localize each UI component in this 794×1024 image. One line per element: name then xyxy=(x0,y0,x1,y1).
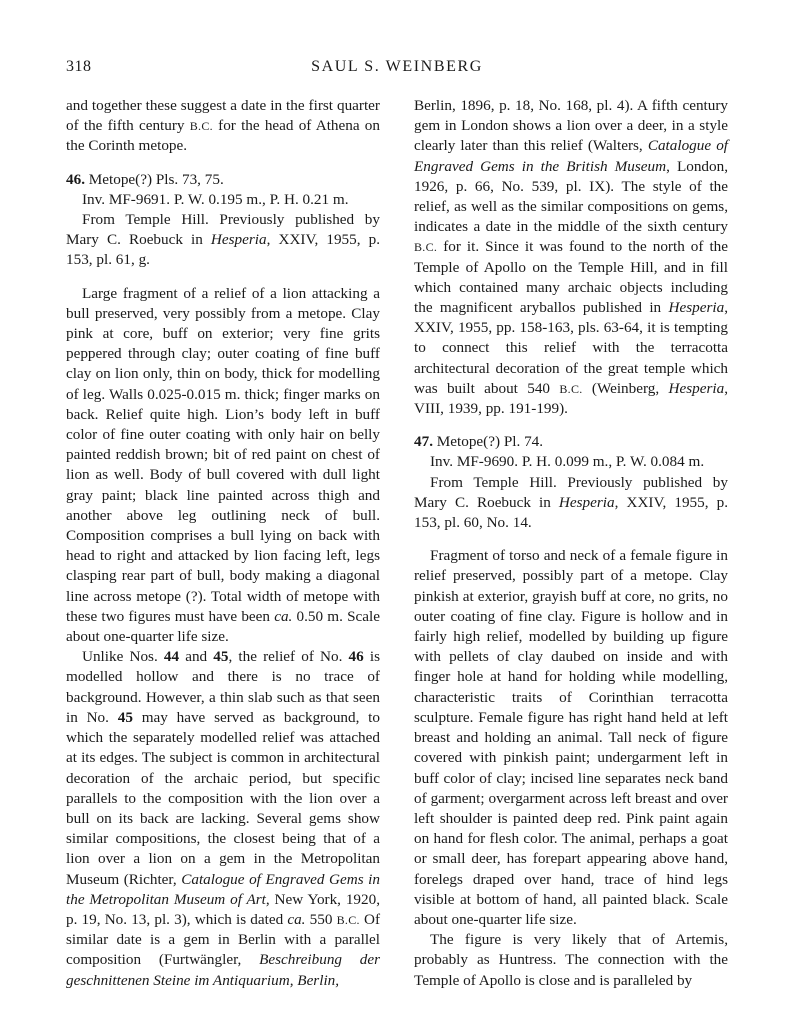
left-column xyxy=(66,96,380,991)
entry-47-discussion: The figure is very likely that of Artemis, probably as Huntress. The connection with the Temple of Apollo is close and is paralleled by xyxy=(414,931,728,989)
page-number: 318 xyxy=(66,58,92,75)
page-header xyxy=(66,58,728,82)
entry-47-inventory: Inv. MF-9690. P. H. 0.099 m., P. W. 0.084 m. xyxy=(430,453,705,471)
entry-46-description: Large fragment of a relief of a lion attacking a bull preserved, very possibly from a metope. Clay pink at core, buff on exterior; very fine grits peppered through clay; outer coating of fine buff clay on lion only, thin on body, thick for modelling of leg. Walls 0.025-0.015 m. thick; finger marks on back. Relief quite high. Lion’s body left in buff color of fine outer coating with only hair on belly painted reddish brown; bit of red paint on chest of lion as well. Body of bull covered with dull light gray paint; black line painted across thigh and another above leg outlining neck of bull. Composition comprises a bull lying on back with head to right and attacked by lion facing left, legs clasping rear part of bull, body making a diagonal line across metope (?). Total width of metope with these two figures must have been ca. 0.50 m. Scale about one-quarter life size. xyxy=(66,284,380,646)
running-title: SAUL S. WEINBERG xyxy=(311,58,483,75)
entry-46-inventory: Inv. MF-9691. P. W. 0.195 m., P. H. 0.21 m. xyxy=(82,190,349,208)
entry-47-description: Fragment of torso and neck of a female figure in relief preserved, possibly part of a metope. Clay pinkish at exterior, grayish buff at core, no grits, no outer coating of fine clay. Figure is hollow and in fairly high relief, modelled by building up figure with pellets of clay daubed on inside and with finger hole at hand for holding while modelling, characteristic traits of Corinthian terracotta sculpture. Female figure has right hand held at left breast and holding an animal. Tall neck of figure covered with pinkish paint; undergarment left in buff color of clay; incised line separates neck band of garment; overgarment across left breast and over left shoulder is painted deep red. Pink paint again on hand for flesh color. The animal, perhaps a goat or small deer, has forepart appearing above hand, forelegs draped over hand, trace of hind legs visible at bottom of hand, all painted black. Scale about one-quarter life size. xyxy=(414,547,728,928)
entry-46-discussion: Unlike Nos. 44 and 45, the relief of No. 46 is modelled hollow and there is no trace of background. However, a thin slab such as that seen in No. 45 may have served as background, to which the separately modelled relief was attached at its edges. The subject is common in architectural decoration of the archaic period, but specific parallels to the composition with the lion over a bull on its back are lacking. Several gems show similar compositions, the closest being that of a lion over a lion on a gem in the Metropolitan Museum (Richter, Catalogue of Engraved Gems in the Metropolitan Museum of Art, New York, 1920, p. 19, No. 13, pl. 3), which is dated ca. 550 B.C. Of similar date is a gem in Berlin with a parallel composition (Furtwängler, Beschreibung der geschnittenen Steine im Antiquarium, Berlin, xyxy=(66,648,381,989)
entry-46-provenance: From Temple Hill. Previously published by Mary C. Roebuck in Hesperia, XXIV, 1955, p. 153, pl. 61, g. xyxy=(66,211,380,269)
continuation-paragraph: and together these suggest a date in the first quarter of the fifth century B.C. for the head of Athena on the Corinth metope. xyxy=(66,97,380,155)
entry-46-discussion-continued: Berlin, 1896, p. 18, No. 168, pl. 4). A fifth century gem in London shows a lion over a deer, in a style clearly later than this relief (Walters, Catalogue of Engraved Gems in the British Museum, London, 1926, p. 66, No. 539, pl. IX). The style of the relief, as well as the similar compositions on gems, indicates a date in the middle of the sixth century B.C. for it. Since it was found to the north of the Temple of Apollo on the Temple Hill, and in fill which contained many archaic objects including the magnificent aryballos published in Hesperia, XXIV, 1955, pp. 158-163, pls. 63-64, it is tempting to connect this relief with the terracotta architectural decoration of the great temple which was built about 540 B.C. (Weinberg, Hesperia, VIII, 1939, pp. 191-199). xyxy=(414,97,729,418)
entry-47-provenance: From Temple Hill. Previously published by Mary C. Roebuck in Hesperia, XXIV, 1955, p. 153, pl. 60, No. 14. xyxy=(414,473,728,532)
entry-47-heading: 47. Metope(?) Pl. 74. xyxy=(414,433,544,451)
right-column xyxy=(414,96,728,991)
entry-46-heading: 46. Metope(?) Pls. 73, 75. xyxy=(66,170,224,188)
